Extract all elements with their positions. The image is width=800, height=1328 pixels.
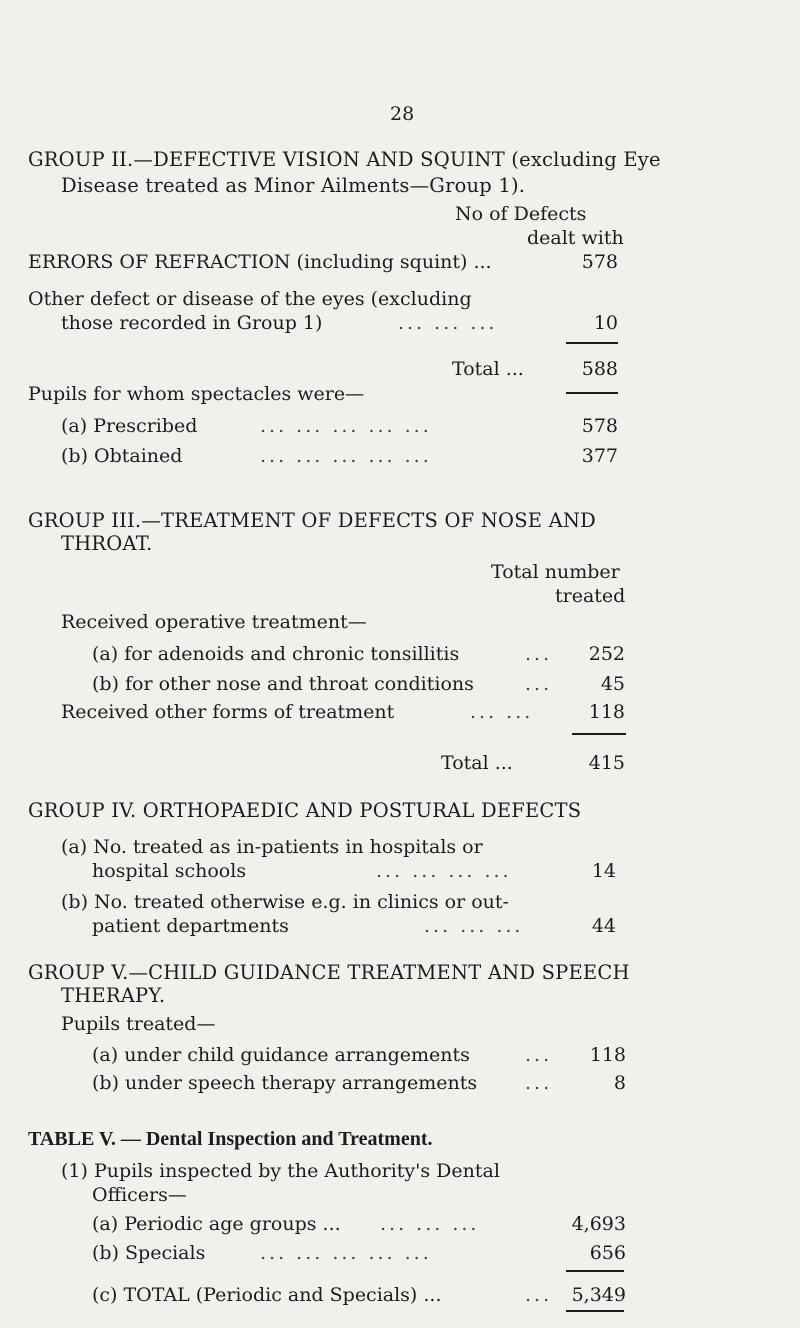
- group5-title-line2: THERAPY.: [61, 984, 166, 1007]
- inpatients-label-line2: hospital schools: [92, 860, 247, 882]
- group3-column-header-line1: Total number: [491, 561, 620, 583]
- other-forms-label: Received other forms of treatment: [61, 701, 395, 723]
- table5-bottom-rule: [566, 1310, 624, 1312]
- page-number: 28: [390, 103, 415, 125]
- table5-title: TABLE V. — Dental Inspection and Treatment.: [28, 1128, 433, 1150]
- specials-dots: ... ... ... ... ...: [260, 1242, 432, 1264]
- errors-of-refraction-label: ERRORS OF REFRACTION (including squint) ...: [28, 251, 492, 273]
- group2-total-value: 588: [581, 358, 618, 380]
- group2-title-line2: Disease treated as Minor Ailments—Group 1).: [61, 174, 526, 197]
- adenoids-dots: ...: [525, 643, 553, 665]
- prescribed-label: (a) Prescribed: [61, 415, 198, 437]
- dental-total-label: (c) TOTAL (Periodic and Specials) ...: [92, 1284, 442, 1306]
- obtained-dots: ... ... ... ... ...: [260, 445, 432, 467]
- obtained-label: (b) Obtained: [61, 445, 183, 467]
- periodic-groups-value: 4,693: [571, 1213, 626, 1235]
- group3-total-label: Total ...: [441, 752, 513, 774]
- group2-spectacles-rule: [566, 392, 618, 394]
- prescribed-value: 578: [581, 415, 618, 437]
- group2-total-rule: [566, 342, 618, 344]
- spectacles-label: Pupils for whom spectacles were—: [28, 383, 365, 405]
- operative-treatment-label: Received operative treatment—: [61, 611, 367, 633]
- obtained-value: 377: [581, 445, 618, 467]
- other-forms-dots: ... ...: [470, 701, 534, 723]
- outpatients-value: 44: [591, 915, 616, 937]
- child-guidance-dots: ...: [525, 1044, 553, 1066]
- other-defect-dots: ... ... ...: [398, 312, 498, 334]
- pupils-treated-label: Pupils treated—: [61, 1013, 216, 1035]
- other-defect-label-line1: Other defect or disease of the eyes (excluding: [28, 288, 472, 310]
- group4-title: GROUP IV. ORTHOPAEDIC AND POSTURAL DEFECTS: [28, 799, 582, 822]
- inpatients-value: 14: [591, 860, 616, 882]
- outpatients-label-line2: patient departments: [92, 915, 289, 937]
- group2-column-header-line1: No of Defects: [455, 203, 587, 225]
- outpatients-label-line1: (b) No. treated otherwise e.g. in clinics or out-: [61, 891, 509, 913]
- other-forms-value: 118: [588, 701, 625, 723]
- outpatients-dots: ... ... ...: [424, 915, 524, 937]
- adenoids-value: 252: [588, 643, 625, 665]
- dental-total-dots: ...: [525, 1284, 553, 1306]
- inpatients-label-line1: (a) No. treated as in-patients in hospitals or: [61, 836, 483, 858]
- table5-total-rule: [566, 1270, 624, 1272]
- adenoids-label: (a) for adenoids and chronic tonsillitis: [92, 643, 460, 665]
- dental-inspected-label-line1: (1) Pupils inspected by the Authority's Dental: [61, 1160, 500, 1182]
- other-defect-label-line2: those recorded in Group 1): [61, 312, 323, 334]
- prescribed-dots: ... ... ... ... ...: [260, 415, 432, 437]
- group2-total-label: Total ...: [452, 358, 524, 380]
- group2-column-header-line2: dealt with: [527, 227, 624, 249]
- errors-of-refraction-value: 578: [581, 251, 618, 273]
- other-conditions-label: (b) for other nose and throat conditions: [92, 673, 474, 695]
- periodic-groups-label: (a) Periodic age groups ...: [92, 1213, 341, 1235]
- other-defect-value: 10: [593, 312, 618, 334]
- group3-total-rule: [572, 733, 626, 735]
- speech-therapy-label: (b) under speech therapy arrangements: [92, 1072, 478, 1094]
- group3-column-header-line2: treated: [555, 585, 626, 607]
- group2-title-line1: GROUP II.—DEFECTIVE VISION AND SQUINT (excluding Eye: [28, 148, 661, 171]
- group3-title-line2: THROAT.: [61, 532, 153, 555]
- dental-inspected-label-line2: Officers—: [92, 1184, 187, 1206]
- inpatients-dots: ... ... ... ...: [376, 860, 512, 882]
- speech-therapy-value: 8: [613, 1072, 626, 1094]
- group3-total-value: 415: [588, 752, 625, 774]
- other-conditions-dots: ...: [525, 673, 553, 695]
- periodic-groups-dots: ... ... ...: [380, 1213, 480, 1235]
- other-conditions-value: 45: [600, 673, 625, 695]
- speech-therapy-dots: ...: [525, 1072, 553, 1094]
- group5-title-line1: GROUP V.—CHILD GUIDANCE TREATMENT AND SPEECH: [28, 961, 630, 984]
- dental-total-value: 5,349: [571, 1284, 626, 1306]
- group3-title-line1: GROUP III.—TREATMENT OF DEFECTS OF NOSE AND: [28, 509, 596, 532]
- child-guidance-label: (a) under child guidance arrangements: [92, 1044, 470, 1066]
- specials-value: 656: [589, 1242, 626, 1264]
- specials-label: (b) Specials: [92, 1242, 206, 1264]
- child-guidance-value: 118: [589, 1044, 626, 1066]
